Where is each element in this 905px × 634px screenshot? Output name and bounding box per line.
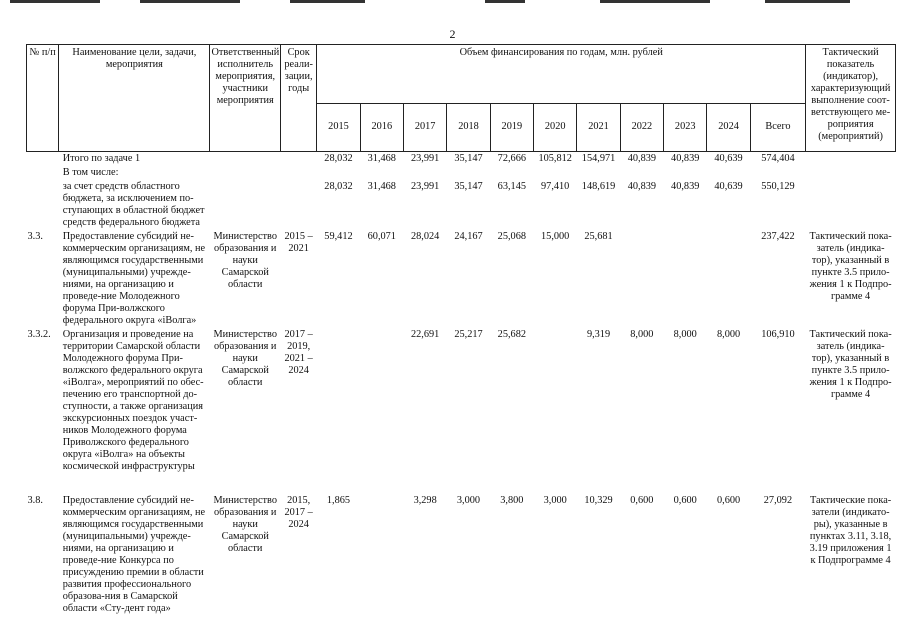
table-row xyxy=(27,152,896,167)
page-number: 2 xyxy=(449,27,456,41)
row-value-2020: 97,410 xyxy=(541,181,570,192)
row-value-2018: 35,147 xyxy=(454,181,483,192)
row-total: 27,092 xyxy=(763,495,793,506)
table-row xyxy=(27,494,896,616)
header-year-2016: 2016 xyxy=(360,103,403,151)
header-indicator: Тактический показатель (индикатор), характеризующий выполнение соот-ветствующего ме-роприятия (мероприятий) xyxy=(806,45,896,152)
row-value-2019: 25,068 xyxy=(497,231,526,242)
row-total: 237,422 xyxy=(761,231,795,242)
row-term: 2015 – 2021 xyxy=(284,231,313,254)
row-value-2017: 22,691 xyxy=(410,329,440,340)
row-value-2022: 8,000 xyxy=(630,329,654,340)
scan-edge-line xyxy=(10,0,100,3)
row-indicator xyxy=(806,152,896,167)
row-value-2019: 63,145 xyxy=(497,181,526,192)
row-name: В том числе: xyxy=(62,167,119,178)
row-responsible xyxy=(210,180,281,230)
row-value-2020 xyxy=(534,328,577,494)
scan-edge-line xyxy=(140,0,240,3)
row-number xyxy=(27,152,59,167)
header-year-2019: 2019 xyxy=(490,103,533,151)
row-indicator: Тактический пока-затель (индика-тор), указанный в пункте 3.5 прило-жения 1 к Подпро-грамме 4 xyxy=(809,231,892,302)
row-total xyxy=(750,166,805,180)
table-row xyxy=(27,328,896,494)
header-no: № п/п xyxy=(27,45,59,152)
header-year-2023: 2023 xyxy=(664,103,707,151)
row-value-2017: 23,991 xyxy=(410,153,440,164)
header-year-2022: 2022 xyxy=(620,103,663,151)
header-name: Наименование цели, задачи, мероприятия xyxy=(59,45,210,152)
row-responsible: Министерство образования и науки Самарской области xyxy=(213,231,277,290)
row-name: Предоставление субсидий не-коммерческим организациям, не являющимся государственными (муниципальными) учрежде-ниями, на организацию и проведе-ние Молодежного форума При-волжского федерального округа «iВолга» xyxy=(62,231,206,326)
row-value-2021: 10,329 xyxy=(584,495,613,506)
row-value-2023 xyxy=(664,166,707,180)
row-value-2023: 8,000 xyxy=(673,329,697,340)
header-year-2024: 2024 xyxy=(707,103,750,151)
row-value-2015: 28,032 xyxy=(324,153,353,164)
financing-table xyxy=(26,44,896,616)
row-value-2015: 1,865 xyxy=(326,495,351,506)
header-year-2015: 2015 xyxy=(317,103,360,151)
row-indicator xyxy=(806,166,896,180)
row-value-2024: 40,639 xyxy=(714,153,743,164)
row-name: Организация и проведение на территории Самарской области Молодежного форума При-волжского федерального округа «iВолга», мероприятий по обес-печению его транспортной до-ступности, а также организация экскурсионных поездок участ-ников Молодежного форума Приволжского федерального округа «iВолга» на объекты космической инфраструктуры xyxy=(62,329,204,472)
row-total: 550,129 xyxy=(761,181,795,192)
row-value-2019: 25,682 xyxy=(497,329,526,340)
header-financing: Объем финансирования по годам, млн. рублей xyxy=(317,45,806,104)
row-term xyxy=(281,166,317,180)
row-value-2017: 28,024 xyxy=(410,231,440,242)
row-value-2018: 35,147 xyxy=(454,153,483,164)
row-total: 574,404 xyxy=(761,153,795,164)
header-year-2018: 2018 xyxy=(447,103,490,151)
row-value-2021: 148,619 xyxy=(581,181,616,192)
row-value-2015: 59,412 xyxy=(324,231,353,242)
row-value-2020: 105,812 xyxy=(538,153,572,164)
row-value-2018: 25,217 xyxy=(454,329,483,340)
row-value-2016 xyxy=(360,494,403,616)
row-value-2023: 40,839 xyxy=(671,181,700,192)
row-value-2021: 154,971 xyxy=(581,153,616,164)
row-value-2021 xyxy=(577,166,620,180)
row-value-2022 xyxy=(620,230,663,328)
header-year-total: Всего xyxy=(750,103,805,151)
row-value-2018 xyxy=(447,166,490,180)
row-responsible xyxy=(210,152,281,167)
row-number: 3.3. xyxy=(27,231,43,242)
row-value-2022: 40,839 xyxy=(627,181,657,192)
table-row xyxy=(27,166,896,180)
row-indicator xyxy=(806,180,896,230)
row-term xyxy=(281,152,317,167)
row-term: 2017 – 2019, 2021 – 2024 xyxy=(284,329,313,376)
row-value-2015 xyxy=(317,328,360,494)
row-value-2023: 40,839 xyxy=(671,153,700,164)
row-value-2022: 40,839 xyxy=(627,153,657,164)
row-name: за счет средств областного бюджета, за исключением по-ступающих в областной бюджет средств федерального бюджета xyxy=(62,181,205,228)
table-row xyxy=(27,230,896,328)
row-indicator: Тактический пока-затель (индика-тор), указанный в пункте 3.5 прило-жения 1 к Подпро-грамме 4 xyxy=(809,329,892,400)
row-value-2016: 60,071 xyxy=(367,231,396,242)
scan-edge-line xyxy=(600,0,710,3)
row-value-2017: 23,991 xyxy=(410,181,440,192)
row-value-2017: 3,298 xyxy=(413,495,437,506)
row-value-2024: 40,639 xyxy=(714,181,743,192)
row-value-2023 xyxy=(664,230,707,328)
row-name: Предоставление субсидий не-коммерческим организациям, не являющимся государственными (муниципальными) учрежде-ниями, на организацию и проведе-ние Конкурса по присуждению премии в области развития профессионального образова-ния в Самарской области «Сту-дент года» xyxy=(62,495,206,614)
row-value-2018: 24,167 xyxy=(454,231,483,242)
header-year-2020: 2020 xyxy=(534,103,577,151)
table-row xyxy=(27,180,896,230)
row-number: 3.3.2. xyxy=(27,329,51,340)
row-responsible xyxy=(210,166,281,180)
row-value-2016: 31,468 xyxy=(367,181,396,192)
header-year-2021: 2021 xyxy=(577,103,620,151)
row-term: 2015, 2017 – 2024 xyxy=(284,495,313,530)
row-value-2017 xyxy=(403,166,446,180)
row-value-2023: 0,600 xyxy=(673,495,697,506)
row-name: Итого по задаче 1 xyxy=(62,153,141,164)
header-responsible: Ответственный исполнитель мероприятия, участники мероприятия xyxy=(210,45,281,152)
row-value-2019: 72,666 xyxy=(497,153,526,164)
row-value-2019: 3,800 xyxy=(500,495,524,506)
row-indicator: Тактические пока-затели (индикато-ры), указанные в пунктах 3.11, 3.18, 3.19 приложения 1 к Подпрограмме 4 xyxy=(809,495,892,566)
row-value-2018: 3,000 xyxy=(456,495,481,506)
row-value-2024: 0,600 xyxy=(716,495,741,506)
row-term xyxy=(281,180,317,230)
row-value-2015 xyxy=(317,166,360,180)
row-value-2022: 0,600 xyxy=(630,495,654,506)
row-number: 3.8. xyxy=(27,495,43,506)
header-year-2017: 2017 xyxy=(403,103,446,151)
row-value-2022 xyxy=(620,166,663,180)
row-value-2015: 28,032 xyxy=(324,181,353,192)
row-value-2024 xyxy=(707,166,750,180)
row-value-2024 xyxy=(707,230,750,328)
row-number xyxy=(27,180,59,230)
row-responsible: Министерство образования и науки Самарской области xyxy=(213,329,277,388)
scan-edge-line xyxy=(765,0,850,3)
row-value-2020: 3,000 xyxy=(543,495,567,506)
scan-edge-line xyxy=(485,0,525,3)
row-value-2016 xyxy=(360,328,403,494)
row-value-2020: 15,000 xyxy=(541,231,570,242)
scan-edge-line xyxy=(290,0,365,3)
row-responsible: Министерство образования и науки Самарской области xyxy=(213,495,277,554)
header-term: Срок реали-зации, годы xyxy=(281,45,317,152)
row-number xyxy=(27,166,59,180)
row-value-2020 xyxy=(534,166,577,180)
row-value-2016 xyxy=(360,166,403,180)
row-value-2021: 25,681 xyxy=(584,231,613,242)
row-value-2021: 9,319 xyxy=(586,329,611,340)
row-total: 106,910 xyxy=(761,329,795,340)
row-value-2016: 31,468 xyxy=(367,153,396,164)
row-value-2024: 8,000 xyxy=(716,329,741,340)
row-value-2019 xyxy=(490,166,533,180)
